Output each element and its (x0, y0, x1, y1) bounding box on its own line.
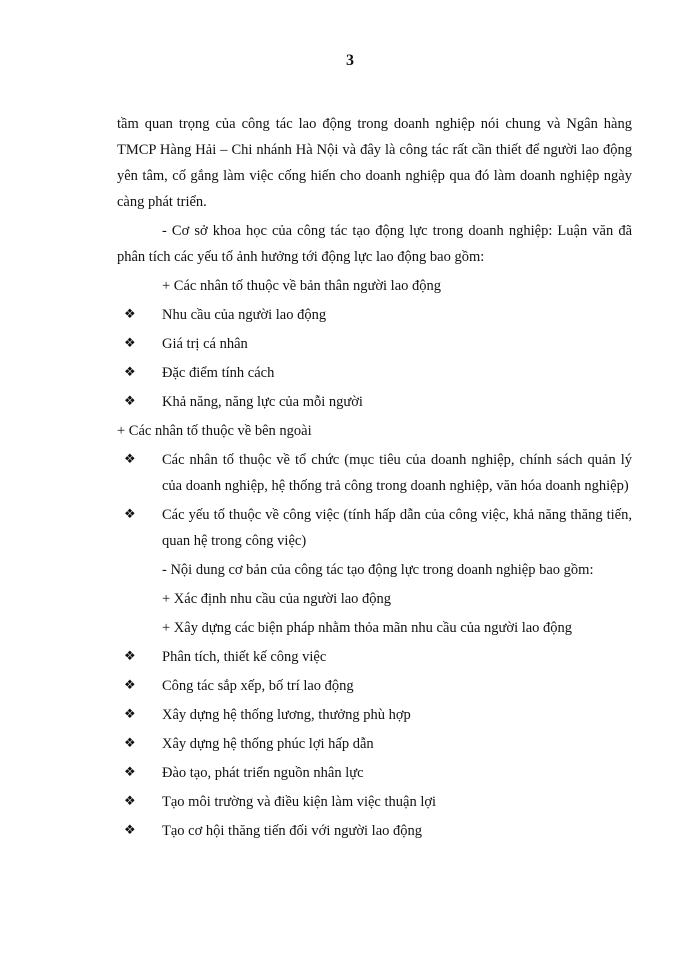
page-body (117, 111, 632, 847)
list-item-text: Phân tích, thiết kế công việc (162, 649, 327, 665)
list-item (117, 644, 632, 670)
content-heading: - Nội dung cơ bản của công tác tạo động lực trong doanh nghiệp bao gồm: (162, 562, 594, 578)
list-item-text: Xây dựng hệ thống lương, thưởng phù hợp (162, 707, 411, 723)
list-item-text: Giá trị cá nhân (162, 336, 248, 352)
diamond-bullet-icon: ❖ (124, 452, 136, 467)
measures-list (117, 644, 632, 844)
list-item (117, 360, 632, 386)
list-item (117, 447, 632, 499)
list-item-text: Các nhân tố thuộc về tổ chức (mục tiêu của doanh nghiệp, chính sách quản lý của doanh nghiệp, hệ thống trả công trong doanh nghiệp, văn hóa doanh nghiệp) (162, 452, 632, 494)
diamond-bullet-icon: ❖ (124, 678, 136, 693)
diamond-bullet-icon: ❖ (124, 394, 136, 409)
list-item (117, 731, 632, 757)
external-factors-list (117, 447, 632, 554)
list-item (117, 818, 632, 844)
list-item-text: Đặc điểm tính cách (162, 365, 275, 381)
personal-factors-heading: + Các nhân tố thuộc về bản thân người lao động (162, 278, 442, 294)
science-paragraph: - Cơ sở khoa học của công tác tạo động lực trong doanh nghiệp: Luận văn đã phân tích các yếu tố ảnh hưởng tới động lực lao động bao gồm: (117, 223, 632, 265)
list-item (117, 502, 632, 554)
diamond-bullet-icon: ❖ (124, 765, 136, 780)
measures-heading: + Xây dựng các biện pháp nhằm thỏa mãn nhu cầu của người lao động (162, 620, 573, 636)
list-item (117, 673, 632, 699)
list-item (117, 702, 632, 728)
list-item-text: Khả năng, năng lực của mỗi người (162, 394, 363, 410)
list-item-text: Xây dựng hệ thống phúc lợi hấp dẫn (162, 736, 374, 752)
list-item (117, 789, 632, 815)
page-number: 3 (346, 52, 354, 69)
diamond-bullet-icon: ❖ (124, 707, 136, 722)
diamond-bullet-icon: ❖ (124, 794, 136, 809)
needs-line: + Xác định nhu cầu của người lao động (162, 591, 392, 607)
list-item-text: Đào tạo, phát triển nguồn nhân lực (162, 765, 364, 781)
list-item-text: Nhu cầu của người lao động (162, 307, 327, 323)
diamond-bullet-icon: ❖ (124, 736, 136, 751)
list-item (117, 331, 632, 357)
list-item (117, 389, 632, 415)
list-item (117, 760, 632, 786)
diamond-bullet-icon: ❖ (124, 307, 136, 322)
list-item (117, 302, 632, 328)
list-item-text: Tạo môi trường và điều kiện làm việc thuận lợi (162, 794, 437, 810)
diamond-bullet-icon: ❖ (124, 823, 136, 838)
list-item-text: Công tác sắp xếp, bố trí lao động (162, 678, 354, 694)
external-factors-heading: + Các nhân tố thuộc về bên ngoài (117, 423, 312, 439)
list-item-text: Tạo cơ hội thăng tiến đối với người lao động (162, 823, 423, 839)
intro-paragraph: tầm quan trọng của công tác lao động trong doanh nghiệp nói chung và Ngân hàng TMCP Hàng Hải – Chi nhánh Hà Nội và đây là công tác rất cần thiết để người lao động yên tâm, cố gắng làm việc cống hiến cho doanh nghiệp qua đó làm doanh nghiệp ngày càng phát triển. (117, 116, 632, 210)
diamond-bullet-icon: ❖ (124, 336, 136, 351)
list-item-text: Các yếu tố thuộc về công việc (tính hấp dẫn của công việc, khả năng thăng tiến, quan hệ trong công việc) (162, 507, 632, 549)
diamond-bullet-icon: ❖ (124, 649, 136, 664)
diamond-bullet-icon: ❖ (124, 365, 136, 380)
personal-factors-list (117, 302, 632, 415)
diamond-bullet-icon: ❖ (124, 507, 136, 522)
